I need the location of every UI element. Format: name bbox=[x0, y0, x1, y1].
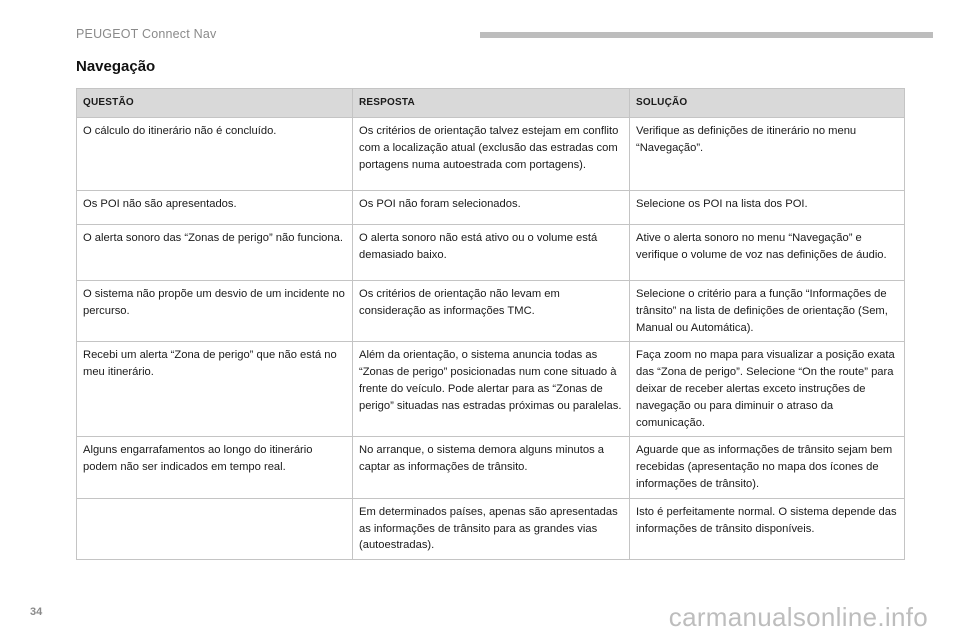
column-header-question: QUESTÃO bbox=[77, 89, 353, 118]
question-cell: O sistema não propõe um desvio de um incidente no percurso. bbox=[77, 281, 353, 342]
table-row bbox=[77, 498, 905, 559]
solution-cell: Selecione o critério para a função “Informações de trânsito” na lista de definições de orientação (Sem, Manual ou Automática). bbox=[630, 281, 905, 342]
answer-cell: Os POI não foram selecionados. bbox=[353, 191, 630, 225]
question-cell: Os POI não são apresentados. bbox=[77, 191, 353, 225]
question-cell: O cálculo do itinerário não é concluído. bbox=[77, 118, 353, 191]
solution-cell: Ative o alerta sonoro no menu “Navegação” e verifique o volume de voz nas definições de áudio. bbox=[630, 225, 905, 281]
question-cell: O alerta sonoro das “Zonas de perigo” não funciona. bbox=[77, 225, 353, 281]
solution-cell: Selecione os POI na lista dos POI. bbox=[630, 191, 905, 225]
table-row bbox=[77, 342, 905, 437]
solution-cell: Faça zoom no mapa para visualizar a posição exata das “Zona de perigo”. Selecione “On the route” para deixar de receber alertas exceto instruções de navegação ou para diminuir o atraso da comunicação. bbox=[630, 342, 905, 437]
table-row bbox=[77, 191, 905, 225]
table-row bbox=[77, 118, 905, 191]
solution-cell: Verifique as definições de itinerário no menu “Navegação”. bbox=[630, 118, 905, 191]
page-number: 34 bbox=[30, 606, 43, 618]
table-row bbox=[77, 225, 905, 281]
question-cell: Alguns engarrafamentos ao longo do itinerário podem não ser indicados em tempo real. bbox=[77, 437, 353, 498]
troubleshooting-table bbox=[76, 88, 905, 560]
answer-cell: Os critérios de orientação não levam em consideração as informações TMC. bbox=[353, 281, 630, 342]
question-cell bbox=[77, 498, 353, 559]
solution-cell: Isto é perfeitamente normal. O sistema depende das informações de trânsito disponíveis. bbox=[630, 498, 905, 559]
table-row bbox=[77, 281, 905, 342]
answer-cell: No arranque, o sistema demora alguns minutos a captar as informações de trânsito. bbox=[353, 437, 630, 498]
table-row bbox=[77, 437, 905, 498]
watermark-text: carmanualsonline.info bbox=[668, 602, 928, 632]
column-header-answer: RESPOSTA bbox=[353, 89, 630, 118]
column-header-solution: SOLUÇÃO bbox=[630, 89, 905, 118]
header-divider-bar bbox=[480, 32, 933, 38]
solution-cell: Aguarde que as informações de trânsito sejam bem recebidas (apresentação no mapa dos ícones de informações de trânsito). bbox=[630, 437, 905, 498]
table-header-row bbox=[77, 89, 905, 118]
manual-header-title: PEUGEOT Connect Nav bbox=[76, 27, 217, 41]
answer-cell: Em determinados países, apenas são apresentadas as informações de trânsito para as grandes vias (autoestradas). bbox=[353, 498, 630, 559]
question-cell: Recebi um alerta “Zona de perigo” que não está no meu itinerário. bbox=[77, 342, 353, 437]
section-title: Navegação bbox=[76, 58, 156, 75]
answer-cell: Além da orientação, o sistema anuncia todas as “Zonas de perigo” posicionadas num cone situado à frente do veículo. Pode alertar para as “Zonas de perigo” situadas nas estradas próximas ou paralelas. bbox=[353, 342, 630, 437]
answer-cell: Os critérios de orientação talvez estejam em conflito com a localização atual (exclusão das estradas com portagens numa autoestrada com portagens). bbox=[353, 118, 630, 191]
answer-cell: O alerta sonoro não está ativo ou o volume está demasiado baixo. bbox=[353, 225, 630, 281]
